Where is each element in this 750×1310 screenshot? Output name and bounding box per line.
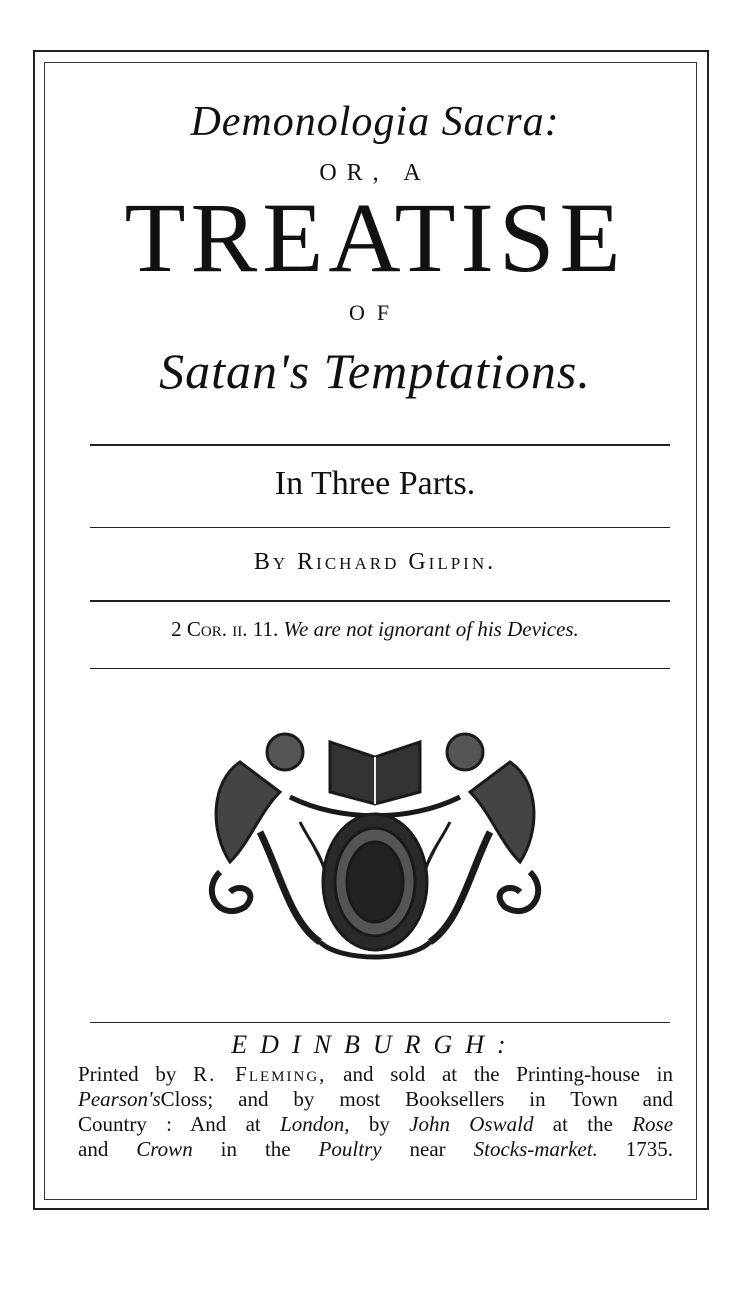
imprint-text: in the bbox=[220, 1137, 291, 1161]
imprint-text: near bbox=[409, 1137, 446, 1161]
rule-4 bbox=[90, 668, 670, 669]
author-line bbox=[60, 549, 690, 576]
title-line-5: Satan's Temptations. bbox=[159, 343, 591, 399]
printers-device-ornament bbox=[200, 722, 550, 972]
epigraph bbox=[60, 617, 690, 642]
imprint-place: Pearson's bbox=[78, 1087, 161, 1111]
imprint-year: 1735. bbox=[625, 1137, 674, 1161]
imprint-block bbox=[78, 1062, 673, 1162]
imprint-london: London, bbox=[280, 1112, 350, 1136]
imprint-line-1 bbox=[78, 1062, 673, 1087]
imprint-printer: R. Fleming, bbox=[193, 1062, 327, 1086]
imprint-text: Printed by bbox=[78, 1062, 177, 1086]
imprint-sign: Rose bbox=[632, 1112, 674, 1136]
imprint-sign: Crown bbox=[136, 1137, 193, 1161]
title-line-4: OF bbox=[348, 300, 402, 325]
author-name: Richard Gilpin. bbox=[297, 549, 497, 575]
imprint-text: Closs; and by most Booksellers in Town and bbox=[160, 1087, 673, 1111]
imprint-market: Stocks-market. bbox=[473, 1137, 598, 1161]
imprint-text: by bbox=[368, 1112, 390, 1136]
author-prefix: By bbox=[253, 549, 289, 575]
parts-line: In Three Parts. bbox=[274, 465, 476, 502]
title-line-1: Demonologia Sacra: bbox=[190, 99, 560, 145]
imprint-text: Country : And at bbox=[78, 1112, 261, 1136]
imprint-text: and bbox=[78, 1137, 109, 1161]
title-line-2: OR, A bbox=[319, 160, 431, 186]
rule-1 bbox=[90, 444, 670, 446]
imprint-line-3 bbox=[78, 1112, 673, 1137]
epigraph-reference: 2 Cor. ii. 11. bbox=[171, 617, 279, 641]
imprint-line-4 bbox=[78, 1137, 673, 1162]
imprint-text: at the bbox=[552, 1112, 613, 1136]
imprint-line-2 bbox=[78, 1087, 673, 1112]
rule-3 bbox=[90, 600, 670, 602]
rule-2 bbox=[90, 527, 670, 528]
imprint-bookseller: John Oswald bbox=[409, 1112, 534, 1136]
imprint-text: and sold at the Printing-house in bbox=[343, 1062, 674, 1086]
imprint-street: Poultry bbox=[318, 1137, 382, 1161]
title-line-3: TREATISE bbox=[124, 182, 626, 293]
rule-5 bbox=[90, 1022, 670, 1023]
imprint-city: EDINBURGH: bbox=[231, 1030, 519, 1059]
epigraph-text: We are not ignorant of his Devices. bbox=[283, 617, 579, 641]
